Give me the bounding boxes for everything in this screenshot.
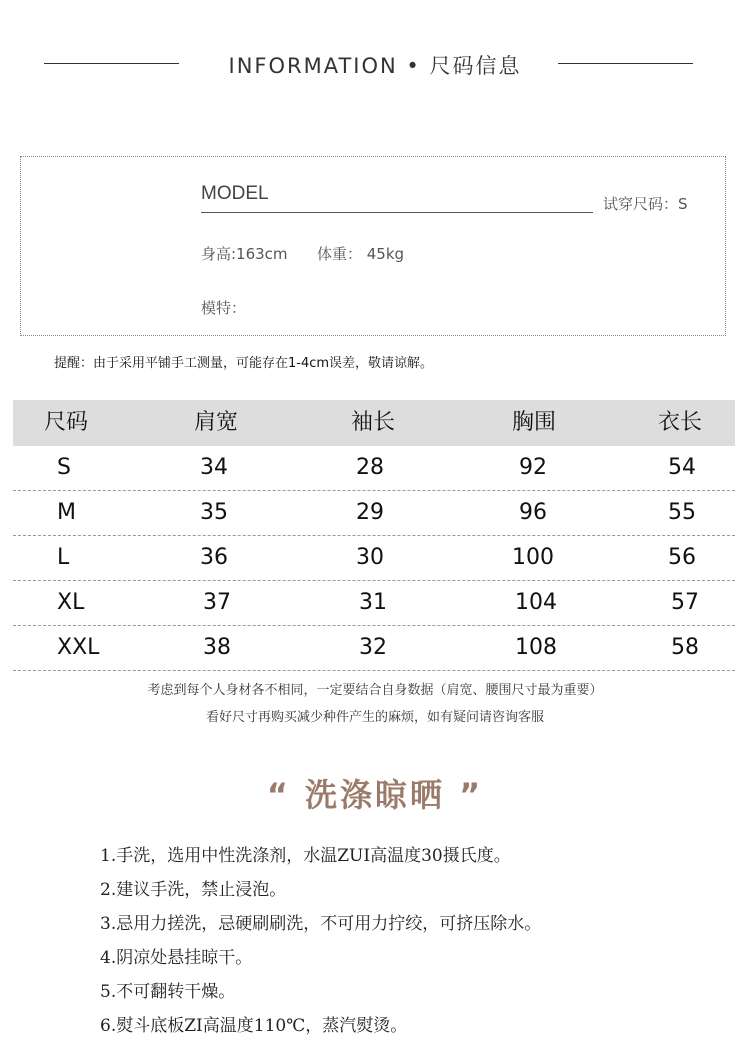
table-row — [13, 626, 735, 671]
model-info-box — [20, 156, 726, 336]
cell-size: XL — [57, 590, 85, 615]
model-name: 模特： — [201, 299, 247, 317]
section-title: INFORMATION • 尺码信息 — [228, 54, 522, 78]
header-line-right — [558, 63, 693, 64]
table-header — [13, 400, 735, 446]
cell-chest: 96 — [519, 500, 547, 525]
cell-size: M — [57, 500, 76, 525]
wash-instructions-list — [100, 842, 541, 1046]
cell-shoulder: 35 — [200, 500, 228, 525]
cell-length: 58 — [671, 635, 699, 660]
table-row — [13, 536, 735, 581]
cell-shoulder: 37 — [203, 590, 231, 615]
cell-sleeve: 31 — [359, 590, 387, 615]
wash-instruction-item: 1.手洗，选用中性洗涤剂，水温ZUI高温度30摄氏度。 — [100, 846, 511, 866]
table-row — [13, 491, 735, 536]
cell-size: XXL — [57, 635, 100, 660]
cell-length: 56 — [668, 545, 696, 570]
wash-instruction-item: 2.建议手洗，禁止浸泡。 — [100, 880, 287, 900]
header-length: 衣长 — [657, 410, 703, 435]
cell-length: 55 — [668, 500, 696, 525]
cell-sleeve: 29 — [356, 500, 384, 525]
model-underline — [201, 212, 593, 213]
cell-length: 57 — [671, 590, 699, 615]
cell-sleeve: 30 — [356, 545, 384, 570]
cell-chest: 92 — [519, 455, 547, 480]
cell-chest: 100 — [512, 545, 554, 570]
cell-sleeve: 32 — [359, 635, 387, 660]
cell-size: L — [57, 545, 70, 570]
model-height: 身高:163cm — [201, 245, 288, 263]
wash-instruction-item: 5.不可翻转干燥。 — [100, 982, 236, 1002]
cell-shoulder: 38 — [203, 635, 231, 660]
wash-instruction-item: 3.忌用力搓洗，忌硬刷刷洗，不可用力拧绞，可挤压除水。 — [100, 914, 542, 934]
cell-shoulder: 34 — [200, 455, 228, 480]
measurement-note: 提醒：由于采用平铺手工测量，可能存在1-4cm误差，敬请谅解。 — [54, 356, 434, 371]
header-sleeve: 袖长 — [350, 410, 396, 435]
table-row — [13, 581, 735, 626]
try-size: 试穿尺码：S — [603, 195, 688, 213]
size-table — [13, 400, 735, 671]
cell-chest: 108 — [515, 635, 557, 660]
table-row — [13, 446, 735, 491]
model-label: MODEL — [201, 183, 269, 204]
header-size: 尺码 — [43, 410, 89, 435]
cell-sleeve: 28 — [356, 455, 384, 480]
wash-instruction-item: 6.熨斗底板ZI高温度110℃，蒸汽熨烫。 — [100, 1016, 408, 1036]
header-shoulder: 肩宽 — [193, 410, 239, 435]
cell-shoulder: 36 — [200, 545, 228, 570]
cell-length: 54 — [668, 455, 696, 480]
model-weight: 体重： 45kg — [317, 245, 405, 263]
header-chest: 胸围 — [511, 410, 557, 435]
wash-section-title: “ 洗涤晾晒 ” — [266, 776, 484, 814]
cell-size: S — [57, 455, 71, 480]
size-tip-line-2: 看好尺寸再购买减少种件产生的麻烦，如有疑问请咨询客服 — [205, 710, 544, 725]
wash-instruction-item: 4.阴凉处悬挂晾干。 — [100, 948, 253, 968]
size-tip-line-1: 考虑到每个人身材各不相同，一定要结合自身数据（肩宽、腰围尺寸最为重要） — [147, 683, 603, 698]
cell-chest: 104 — [515, 590, 557, 615]
